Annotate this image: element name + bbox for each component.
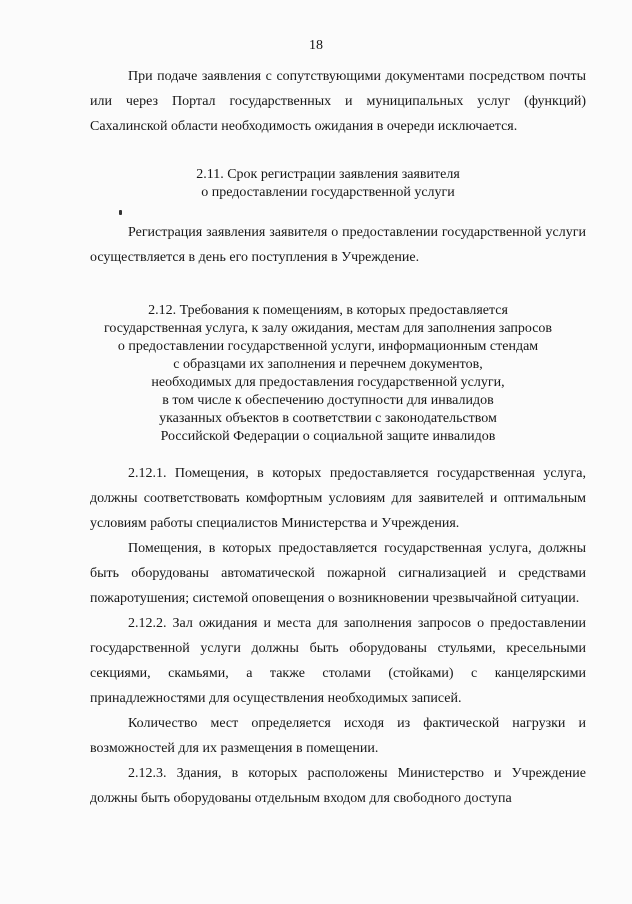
heading-line: 2.12. Требования к помещениям, в которых предоставляется (148, 303, 508, 318)
intro-paragraph-block (90, 64, 586, 139)
heading-line: Российской Федерации о социальной защите инвалидов (160, 429, 496, 444)
section-2-11-body (90, 220, 586, 270)
paragraph-2-12-1: 2.12.1. Помещения, в которых предоставляется государственная услуга, должны соответствовать комфортным условиям для заявителей и оптимальным условиям работы специалистов Министерства и Учреждения. (90, 466, 586, 531)
scan-speck (119, 210, 122, 215)
paragraph-premises-equipment: Помещения, в которых предоставляется государственная услуга, должны быть оборудованы автоматической пожарной сигнализацией и средствами пожаротушения; системой оповещения о возникновении чрезвычайной ситуации. (90, 541, 586, 606)
section-2-12-heading (70, 302, 586, 446)
paragraph-seat-count: Количество мест определяется исходя из фактической нагрузки и возможностей для их размещения в помещении. (90, 716, 586, 756)
heading-line: в том числе к обеспечению доступности для инвалидов (162, 393, 494, 408)
section-2-11-paragraph: Регистрация заявления заявителя о предоставлении государственной услуги осуществляется в день его поступления в Учреждение. (90, 225, 586, 265)
heading-line: с образцами их заполнения и перечнем документов, (173, 357, 483, 372)
heading-line: необходимых для предоставления государственной услуги, (151, 375, 505, 390)
heading-line: государственная услуга, к залу ожидания, местам для заполнения запросов (103, 321, 553, 336)
page-number: 18 (309, 38, 323, 53)
heading-line: о предоставлении государственной услуги (201, 185, 455, 200)
paragraph-2-12-3: 2.12.3. Здания, в которых расположены Министерство и Учреждение должны быть оборудованы отдельным входом для свободного доступа (90, 766, 586, 806)
intro-paragraph: При подаче заявления с сопутствующими документами посредством почты или через Портал государственных и муниципальных услуг (функций) Сахалинской области необходимость ожидания в очереди исключается. (90, 69, 586, 134)
section-2-12-body (90, 461, 586, 811)
heading-line: о предоставлении государственной услуги, информационным стендам (117, 339, 539, 354)
heading-line: 2.11. Срок регистрации заявления заявителя (196, 167, 460, 182)
paragraph-2-12-2: 2.12.2. Зал ожидания и места для заполнения запросов о предоставлении государственной услуги должны быть оборудованы стульями, кресельными секциями, скамьями, а также столами (стойками) с канцелярскими принадлежностями для осуществления необходимых записей. (90, 616, 586, 706)
section-2-11-heading (70, 166, 586, 202)
heading-line: указанных объектов в соответствии с законодательством (159, 411, 497, 426)
